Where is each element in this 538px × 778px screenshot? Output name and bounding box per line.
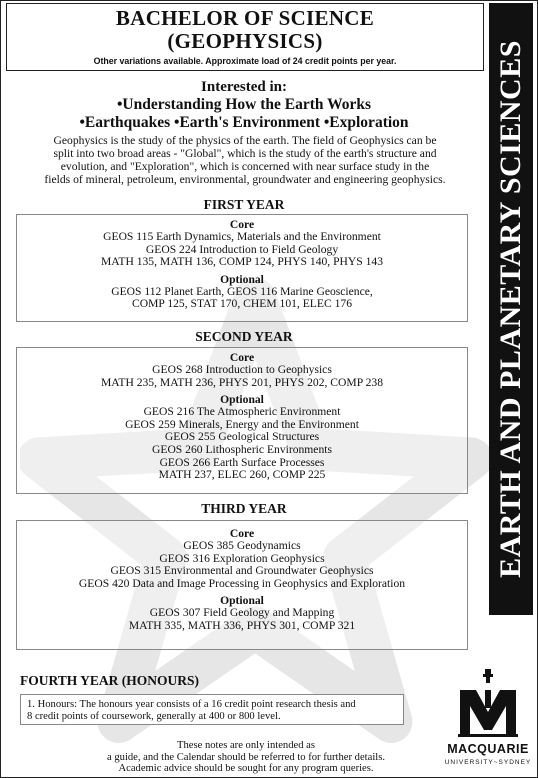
course-line: GEOS 420 Data and Image Processing in Geophysics and Exploration bbox=[78, 576, 406, 590]
course-line: COMP 125, STAT 170, CHEM 101, ELEC 176 bbox=[131, 297, 352, 311]
course-line: GEOS 255 Geological Structures bbox=[164, 430, 320, 444]
logo-subtitle: UNIVERSITY~SYDNEY bbox=[444, 759, 532, 766]
course-line: MATH 335, MATH 336, PHYS 301, COMP 321 bbox=[128, 618, 356, 632]
intro-line: fields of mineral, petroleum, environmental, groundwater and engineering geophysics. bbox=[44, 173, 446, 186]
core-label: Core bbox=[229, 218, 255, 231]
course-line: MATH 237, ELEC 260, COMP 225 bbox=[158, 468, 326, 482]
logo-name: MACQUARIE bbox=[447, 742, 529, 756]
course-line: GEOS 385 Geodynamics bbox=[183, 539, 301, 552]
interests-heading: Interested in: bbox=[201, 79, 287, 95]
course-line: GEOS 259 Minerals, Energy and the Environment bbox=[125, 417, 359, 431]
macquarie-logo-icon bbox=[452, 668, 524, 773]
course-line: GEOS 268 Introduction to Geophysics bbox=[152, 363, 332, 376]
first-year-box bbox=[16, 214, 468, 322]
course-line: GEOS 315 Environmental and Groundwater Geophysics bbox=[110, 564, 374, 578]
interest-line: •Earthquakes •Earth's Environment •Exploration bbox=[79, 114, 409, 131]
optional-label: Optional bbox=[220, 272, 264, 286]
third-year-heading: THIRD YEAR bbox=[201, 501, 287, 516]
optional-label: Optional bbox=[220, 393, 264, 407]
second-year-heading: SECOND YEAR bbox=[195, 329, 293, 344]
title-header bbox=[6, 3, 484, 71]
course-line: GEOS 112 Planet Earth, GEOS 116 Marine Geoscience, bbox=[111, 284, 373, 298]
course-line: GEOS 260 Lithospheric Environments bbox=[151, 442, 332, 456]
optional-label: Optional bbox=[220, 594, 264, 608]
course-line: GEOS 115 Earth Dynamics, Materials and the Environment bbox=[103, 230, 381, 243]
interest-line: •Understanding How the Earth Works bbox=[116, 96, 372, 113]
degree-title: BACHELOR OF SCIENCE bbox=[115, 6, 375, 30]
degree-subtitle: (GEOPHYSICS) bbox=[167, 29, 323, 53]
note-line: These notes are only intended as bbox=[177, 740, 315, 751]
course-line: MATH 235, MATH 236, PHYS 201, PHYS 202, COMP 238 bbox=[100, 375, 384, 389]
note-line: a guide, and the Calendar should be referred to for further details. bbox=[107, 751, 385, 763]
core-label: Core bbox=[229, 527, 255, 540]
footer-notes bbox=[16, 740, 476, 775]
intro-line: split into two broad areas - "Global", which is the study of the earth's structure and bbox=[53, 147, 437, 160]
intro-line: Geophysics is the study of the physics of the earth. The field of Geophysics can be bbox=[53, 134, 437, 147]
sidebar-department-text: EARTH AND PLANETARY SCIENCES bbox=[494, 40, 527, 578]
honours-line: 1. Honours: The honours year consists of a 16 credit point research thesis and bbox=[27, 699, 356, 710]
course-line: GEOS 307 Field Geology and Mapping bbox=[149, 606, 335, 620]
intro-paragraph bbox=[10, 134, 480, 186]
header-note: Other variations available. Approximate load of 24 credit points per year. bbox=[93, 56, 397, 66]
third-year-box bbox=[16, 520, 468, 650]
note-line: Academic advice should be sought for any program queries. bbox=[118, 763, 374, 774]
course-line: GEOS 224 Introduction to Field Geology bbox=[145, 242, 339, 256]
fourth-year-heading: FOURTH YEAR (HONOURS) bbox=[20, 673, 200, 688]
course-line: MATH 135, MATH 136, COMP 124, PHYS 140, PHYS 143 bbox=[100, 255, 384, 269]
second-year-box bbox=[16, 347, 468, 494]
first-year-heading: FIRST YEAR bbox=[203, 197, 285, 212]
honours-line: 8 credit points of coursework, generally at 400 or 800 level. bbox=[27, 710, 281, 722]
intro-line: evolution, and "Exploration", which is concerned with near surface study in the bbox=[60, 160, 430, 173]
course-line: GEOS 266 Earth Surface Processes bbox=[159, 455, 325, 469]
honours-box bbox=[20, 694, 404, 725]
course-line: GEOS 216 The Atmospheric Environment bbox=[143, 405, 341, 419]
course-line: GEOS 316 Exploration Geophysics bbox=[159, 551, 325, 565]
core-label: Core bbox=[229, 351, 255, 364]
